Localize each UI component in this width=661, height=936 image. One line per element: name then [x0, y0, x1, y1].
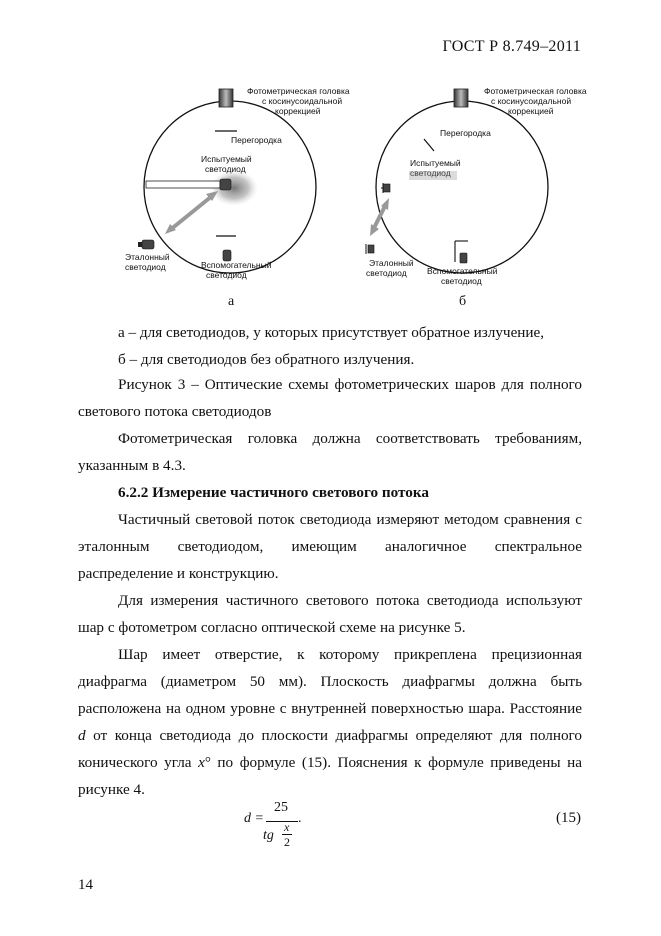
test-led-icon-a: [220, 179, 231, 190]
baffle-label-b: Перегородка: [440, 128, 491, 138]
formula-tail: .: [298, 811, 302, 826]
formula-tg: tg: [263, 828, 274, 843]
caption-b: б: [459, 294, 467, 309]
photometer-head-icon: [454, 89, 468, 107]
caption-a: а: [228, 294, 235, 309]
photometer-label-b-2: с косинусоидальной: [491, 96, 572, 106]
test-led-label-b-1: Испытуемый: [410, 158, 461, 168]
formula-numerator: 25: [274, 800, 288, 815]
test-led-label-b-2: светодиод: [410, 168, 451, 178]
aux-led-label-a-1: Вспомогательный: [201, 260, 272, 270]
document-header: ГОСТ Р 8.749–2011: [442, 38, 581, 55]
ref-led-icon-a: [142, 240, 154, 249]
aux-led-icon-b: [460, 253, 467, 263]
formula-x: x: [284, 820, 290, 834]
ref-led-label-b-1: Эталонный: [369, 258, 414, 268]
page-number: 14: [78, 877, 93, 893]
aux-led-label-a-2: светодиод: [206, 270, 247, 280]
figure-3: [0, 0, 661, 320]
sphere-a: [125, 86, 350, 309]
photometer-head-icon: [219, 89, 233, 107]
paragraph-3: Для измерения частичного светового потока светодиода используют шар с фотометром согласно оптической схеме на рисунке 5.: [78, 592, 582, 636]
formula-two: 2: [284, 835, 290, 849]
photometer-label-a-1: Фотометрическая головка: [247, 86, 350, 96]
photometer-label-b-3: коррекцией: [508, 106, 554, 116]
baffle-label-a: Перегородка: [231, 135, 282, 145]
ref-led-label-a-2: светодиод: [125, 262, 166, 272]
formula-lhs: d =: [244, 811, 264, 826]
ref-led-label-b-2: светодиод: [366, 268, 407, 278]
paragraph-1: Фотометрическая головка должна соответствовать требованиям, указанным в 4.3.: [78, 430, 582, 474]
aux-led-label-b-2: светодиод: [441, 276, 482, 286]
sphere-b: [366, 86, 587, 309]
test-led-icon-b: [383, 184, 390, 192]
paragraph-4: Шар имеет отверстие, к которому прикреплена прецизионная диафрагма (диаметром 50 мм). Плоскость диафрагмы должна быть расположена на одном уровне с внутренней поверхностью шара. Расстояние d от конца светодиода до плоскости диафрагмы определяют для полного конического угла x° по формуле (15). Пояснения к формуле приведены на рисунке 4.: [78, 646, 582, 798]
section-title: 6.2.2 Измерение частичного светового потока: [118, 484, 429, 501]
figure-caption: Рисунок 3 – Оптические схемы фотометрических шаров для полного светового потока светодиодов: [78, 376, 582, 420]
aux-led-label-b-1: Вспомогательный: [427, 266, 498, 276]
photometer-label-a-2: с косинусоидальной: [262, 96, 343, 106]
ref-led-icon-b: [368, 245, 374, 253]
baffle-b: [424, 139, 434, 151]
equation-number: (15): [556, 810, 581, 826]
photometer-label-a-3: коррекцией: [275, 106, 321, 116]
led-holder-rod: [146, 181, 220, 188]
legend-b: б – для светодиодов без обратного излучения.: [118, 351, 415, 368]
ref-led-label-a-1: Эталонный: [125, 252, 170, 262]
test-led-label-a-2: светодиод: [205, 164, 246, 174]
legend-a: а – для светодиодов, у которых присутствует обратное излучение,: [118, 324, 545, 341]
paragraph-2: Частичный световой поток светодиода измеряют методом сравнения с эталонным светодиодом, имеющим аналогичное спектральное распределение и конструкцию.: [78, 511, 582, 582]
photometer-label-b-1: Фотометрическая головка: [484, 86, 587, 96]
test-led-label-a-1: Испытуемый: [201, 154, 252, 164]
